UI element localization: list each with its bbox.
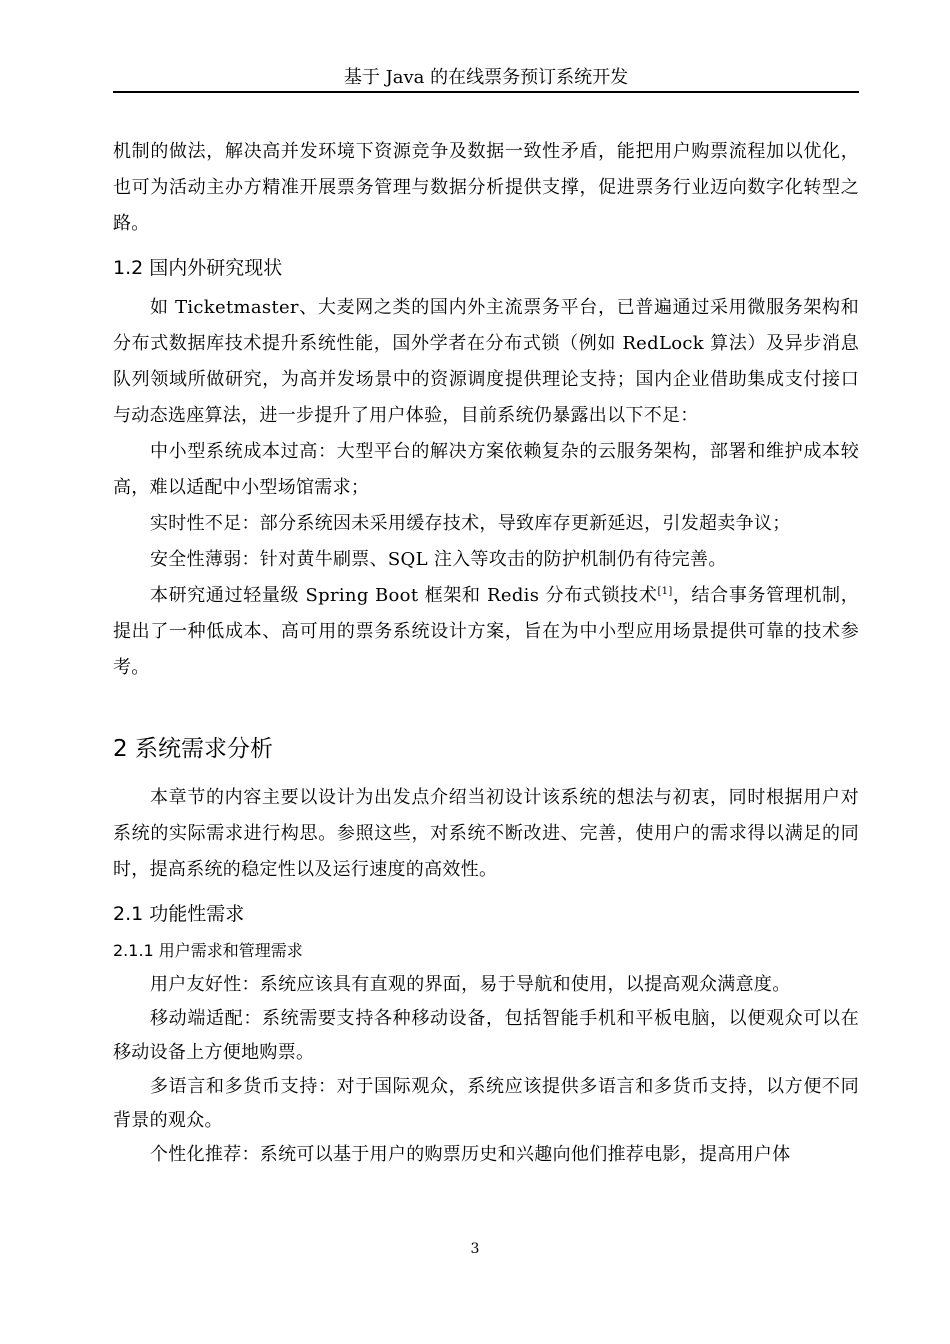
section-heading-1-2: 1.2 国内外研究现状 bbox=[113, 257, 283, 279]
paragraph-mobile: 移动端适配：系统需要支持各种移动设备，包括智能手机和平板电脑，以便观众可以在移动设备上方便地购票。 bbox=[113, 1008, 859, 1063]
paragraph-usability: 用户友好性：系统应该具有直观的界面，易于导航和使用，以提高观众满意度。 bbox=[150, 974, 791, 995]
paragraph-continuation: 机制的做法，解决高并发环境下资源竞争及数据一致性矛盾，能把用户购票流程加以优化，也可为活动主办方精准开展票务管理与数据分析提供支撑，促进票务行业迈向数字化转型之路。 bbox=[113, 141, 859, 234]
paragraph-recommendation: 个性化推荐：系统可以基于用户的购票历史和兴趣向他们推荐电影，提高用户体 bbox=[150, 1144, 791, 1165]
header-rule bbox=[113, 91, 859, 93]
page-body bbox=[113, 134, 859, 1172]
paragraph-research-status: 如 Ticketmaster、大麦网之类的国内外主流票务平台，已普遍通过采用微服务架构和分布式数据库技术提升系统性能，国外学者在分布式锁（例如 RedLock 算法）及异步消息队列领域所做研究，为高并发场景中的资源调度提供理论支持；国内企业借助集成支付接口与动态选座算法，进一步提升了用户体验，目前系统仍暴露出以下不足： bbox=[113, 297, 859, 426]
subsection-heading-2-1-1: 2.1.1 用户需求和管理需求 bbox=[113, 941, 303, 960]
approach-text-end: ，结合事务管理机制，提出了一种低成本、高可用的票务系统设计方案，旨在为中小型应用场景提供可靠的技术参考。 bbox=[113, 585, 859, 678]
paragraph-chapter-intro: 本章节的内容主要以设计为出发点介绍当初设计该系统的想法与初衷，同时根据用户对系统的实际需求进行构思。参照这些，对系统不断改进、完善，使用户的需求得以满足的同时，提高系统的稳定性以及运行速度的高效性。 bbox=[113, 787, 859, 880]
page-header: 基于 Java 的在线票务预订系统开发 bbox=[343, 67, 629, 88]
paragraph-research-approach bbox=[113, 578, 859, 686]
paragraph-cost-issue: 中小型系统成本过高：大型平台的解决方案依赖复杂的云服务架构，部署和维护成本较高，难以适配中小型场馆需求； bbox=[113, 441, 859, 498]
page-number: 3 bbox=[470, 1241, 480, 1257]
paragraph-multilanguage: 多语言和多货币支持：对于国际观众，系统应该提供多语言和多货币支持，以方便不同背景的观众。 bbox=[113, 1076, 859, 1131]
chapter-heading-2: 2 系统需求分析 bbox=[113, 736, 273, 762]
approach-text-start: 本研究通过轻量级 Spring Boot 框架和 Redis 分布式锁技术 bbox=[150, 585, 658, 606]
paragraph-security-issue: 安全性薄弱：针对黄牛刷票、SQL 注入等攻击的防护机制仍有待完善。 bbox=[150, 549, 727, 570]
section-heading-2-1: 2.1 功能性需求 bbox=[113, 903, 245, 925]
paragraph-realtime-issue: 实时性不足：部分系统因未采用缓存技术，导致库存更新延迟，引发超卖争议； bbox=[150, 513, 791, 534]
citation-ref: [1] bbox=[657, 586, 673, 597]
